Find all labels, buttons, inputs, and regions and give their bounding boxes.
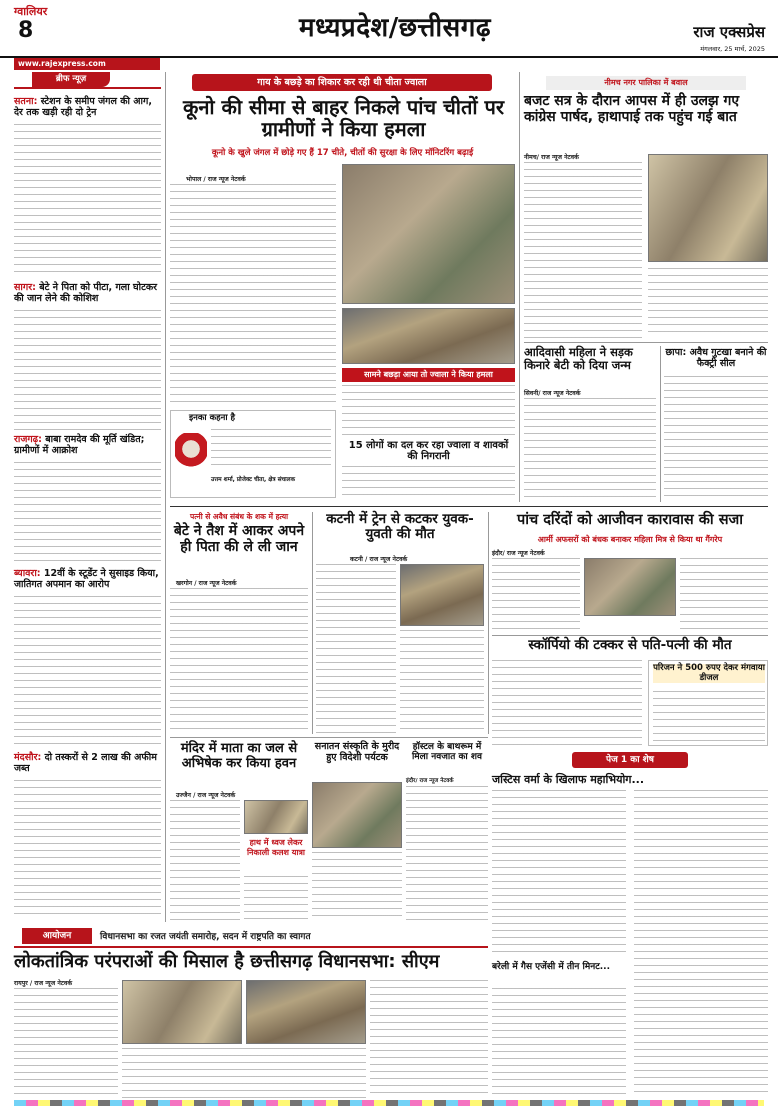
bottom-body <box>14 988 118 1098</box>
railway-photo <box>400 564 484 626</box>
sanatan-story <box>312 742 402 922</box>
president-photo <box>246 980 366 1044</box>
katni-body <box>400 630 484 734</box>
court-photo <box>584 558 676 616</box>
hostel-body <box>406 786 488 922</box>
chhapa-headline: छापा: अवैध गुटखा बनाने की फैक्ट्री सील <box>665 347 767 369</box>
temple-story <box>170 742 308 922</box>
bottom-tag: आयोजन <box>22 928 92 944</box>
quote-name: उत्तम शर्मा, प्रोजेक्ट चीता, क्षेत्र संचालक <box>211 477 296 483</box>
brief-body <box>14 124 161 274</box>
page5-column <box>492 752 768 1098</box>
scorpio-story <box>492 638 768 750</box>
life-byline: इंदौर/ राज न्यूज नेटवर्क <box>492 550 545 557</box>
life-headline: पांच दरिंदों को आजीवन कारावास की सजा <box>516 512 744 528</box>
brief-headline: स्टेशन के समीप जंगल की आग, देर तक खड़ी रही दो ट्रेन <box>14 96 152 118</box>
katni-story <box>316 512 484 734</box>
life-story <box>492 512 768 632</box>
brief-title: ब्रीफ न्यूज़ <box>32 72 110 87</box>
masthead <box>0 0 778 58</box>
temple-tag: हाथ में ध्वज लेकर निकाली कलश यात्रा <box>246 838 305 857</box>
brief-column <box>14 72 161 922</box>
sanatan-headline: सनातन संस्कृति के मुरीद हुए विदेशी पर्यटक <box>314 741 400 763</box>
brief-headline: दो तस्करों से 2 लाख की अफीम जब्त <box>14 752 157 774</box>
section-rule <box>170 506 768 507</box>
brief-place: सागर: <box>14 282 36 293</box>
brief-body <box>14 310 161 430</box>
neemuch-body <box>648 268 768 338</box>
neemuch-headline: बजट सत्र के दौरान आपस में ही उलझ गए कांग्रेस पार्षद, हाथापाई तक पहुंच गई बात <box>524 93 740 125</box>
neemuch-photo <box>648 154 768 262</box>
lead-byline: भोपाल / राज न्यूज नेटवर्क <box>186 176 246 183</box>
assembly-photo <box>122 980 242 1044</box>
neemuch-story <box>524 72 768 340</box>
quote-text <box>211 429 331 471</box>
website-link[interactable]: www.rajexpress.com <box>18 59 106 68</box>
section-rule <box>524 342 768 343</box>
son-story <box>170 512 308 734</box>
section-rule <box>492 635 768 636</box>
page5-label: पेज 1 का शेष <box>572 752 688 768</box>
son-byline: खरगोन / राज न्यूज नेटवर्क <box>176 580 237 587</box>
lead-body <box>170 184 336 334</box>
box-title: सामने बछड़ा आया तो ज्वाला ने किया हमला <box>342 368 515 382</box>
brief-body <box>14 596 161 748</box>
bottom-body <box>370 980 488 1098</box>
hostel-byline: इंदौर/ राज न्यूज नेटवर्क <box>406 778 454 784</box>
life-subhead: आर्मी अफसरों को बंधक बनाकर महिला मित्र से किया था गैंगरेप <box>537 535 723 544</box>
city-label: ग्वालियर <box>14 5 48 18</box>
katni-byline: कटनी / राज न्यूज नेटवर्क <box>350 556 408 563</box>
fine-headline: परिजन ने 500 रुपए देकर मंगवाया डीजल <box>653 663 765 683</box>
temple-body <box>170 800 240 922</box>
life-body <box>680 558 768 632</box>
brief-headline: बेटे ने पिता को पीटा, गला घोटकर की जान लेने की कोशिश <box>14 282 158 304</box>
hostel-headline: हॉस्टल के बाथरूम में मिला नवजात का शव <box>411 742 483 763</box>
color-registration-bar <box>14 1100 764 1106</box>
tourists-photo <box>312 782 402 848</box>
temple-photo <box>244 800 308 834</box>
scorpio-headline: स्कॉर्पियो की टक्कर से पति-पत्नी की मौत <box>528 637 732 653</box>
brief-body <box>14 462 161 564</box>
paper-name: राज एक्सप्रेस <box>693 23 765 41</box>
page5-body <box>634 790 768 1098</box>
quote-box <box>170 410 336 498</box>
bottom-kicker: विधानसभा का रजत जयंती समारोह, सदन में राष्ट्रपति का स्वागत <box>100 932 311 942</box>
tribal-headline: आदिवासी महिला ने सड़क किनारे बेटी को दिया जन्म <box>524 345 633 372</box>
katni-body <box>316 564 396 734</box>
lead-box <box>342 368 515 498</box>
tribal-byline: सिवनी/ राज न्यूज नेटवर्क <box>524 390 581 397</box>
page5-headline-1: जस्टिस वर्मा के खिलाफ महाभियोग... <box>492 773 645 786</box>
son-headline: बेटे ने तैश में आकर अपने ही पिता की ले ली जान <box>173 523 305 555</box>
page5-headline-2: बरेली में गैस एजेंसी में तीन मिनट... <box>492 962 610 972</box>
chhapa-body <box>664 376 768 502</box>
lead-kicker: गाय के बछड़े का शिकार कर रही थी चीता ज्वाला <box>192 74 492 91</box>
brief-item <box>14 752 161 774</box>
kicker-rule <box>14 946 488 948</box>
brief-item <box>14 434 161 456</box>
tribal-body <box>524 398 656 502</box>
brief-item <box>14 96 161 118</box>
brief-headline: बाबा रामदेव की मूर्ति खंडित; ग्रामीणों में आक्रोश <box>14 434 145 456</box>
column-rule <box>660 346 661 502</box>
lead-story <box>170 72 515 502</box>
sanatan-body <box>312 852 402 922</box>
temple-byline: उज्जैन / राज न्यूज नेटवर्क <box>176 792 236 799</box>
village-photo <box>342 308 515 364</box>
brief-headline: 12वीं के स्टूडेंट ने सुसाइड किया, जातिगत अपमान का आरोप <box>14 568 159 590</box>
column-rule <box>165 72 166 922</box>
quote-title: इनका कहना है <box>189 413 236 423</box>
tribal-story <box>524 346 656 502</box>
quote-photo <box>175 433 207 473</box>
chhapa-story <box>664 346 768 502</box>
brief-place: ब्यावरा: <box>14 568 41 579</box>
section-rule <box>170 737 488 738</box>
column-rule <box>312 512 313 734</box>
bottom-story <box>14 926 488 1098</box>
cheetah-photo <box>342 164 515 304</box>
brief-body <box>14 780 161 920</box>
neemuch-kicker: नीमच नगर पालिका में बवाल <box>546 76 746 90</box>
lead-subhead: कूनो के खुले जंगल में छोड़े गए हैं 17 चीते, चीतों की सुरक्षा के लिए मॉनिटरिंग बढ़ाई <box>211 148 474 158</box>
brief-item <box>14 568 161 590</box>
lead-headline: कूनो की सीमा से बाहर निकले पांच चीतों पर ग्रामीणों ने किया हमला <box>182 95 505 142</box>
temple-headline: मंदिर में माता का जल से अभिषेक कर किया हवन <box>180 741 298 771</box>
life-body <box>492 558 580 632</box>
brief-item <box>14 282 161 304</box>
son-body <box>170 588 308 734</box>
column-rule <box>519 72 520 502</box>
katni-headline: कटनी में ट्रेन से कटकर युवक-युवती की मौत <box>326 511 474 543</box>
scorpio-body <box>492 660 642 750</box>
column-rule <box>488 512 489 734</box>
box-body <box>342 466 515 498</box>
box-subhead: 15 लोगों का दल कर रहा ज्वाला व शावकों की निगरानी <box>348 440 509 463</box>
son-kicker: पत्नी से अवैध संबंध के शक में हत्या <box>189 512 289 521</box>
bottom-body <box>122 1048 366 1098</box>
brief-place: सतना: <box>14 96 38 107</box>
neemuch-body <box>524 162 642 338</box>
issue-date: मंगलवार, 25 मार्च, 2025 <box>700 45 765 53</box>
fine-body <box>653 691 765 745</box>
bottom-headline: लोकतांत्रिक परंपराओं की मिसाल है छत्तीसगढ़ विधानसभा: सीएम <box>14 951 440 972</box>
page5-body <box>492 988 626 1098</box>
page5-body <box>492 790 626 956</box>
brief-place: मंदसौर: <box>14 752 42 763</box>
box-body <box>342 385 515 435</box>
bottom-byline: रायपुर / राज न्यूज नेटवर्क <box>14 980 73 987</box>
fine-box <box>648 660 768 746</box>
hostel-story <box>406 742 488 922</box>
lead-body <box>170 338 336 404</box>
brief-place: राजगढ़: <box>14 434 42 445</box>
section-title: मध्यप्रदेश/छत्तीसगढ़ <box>299 13 491 43</box>
page-number: 8 <box>18 18 34 43</box>
website-bar <box>14 58 160 70</box>
brief-rule <box>14 87 161 89</box>
neemuch-byline: नीमच/ राज न्यूज नेटवर्क <box>524 154 579 161</box>
temple-body <box>244 876 308 922</box>
